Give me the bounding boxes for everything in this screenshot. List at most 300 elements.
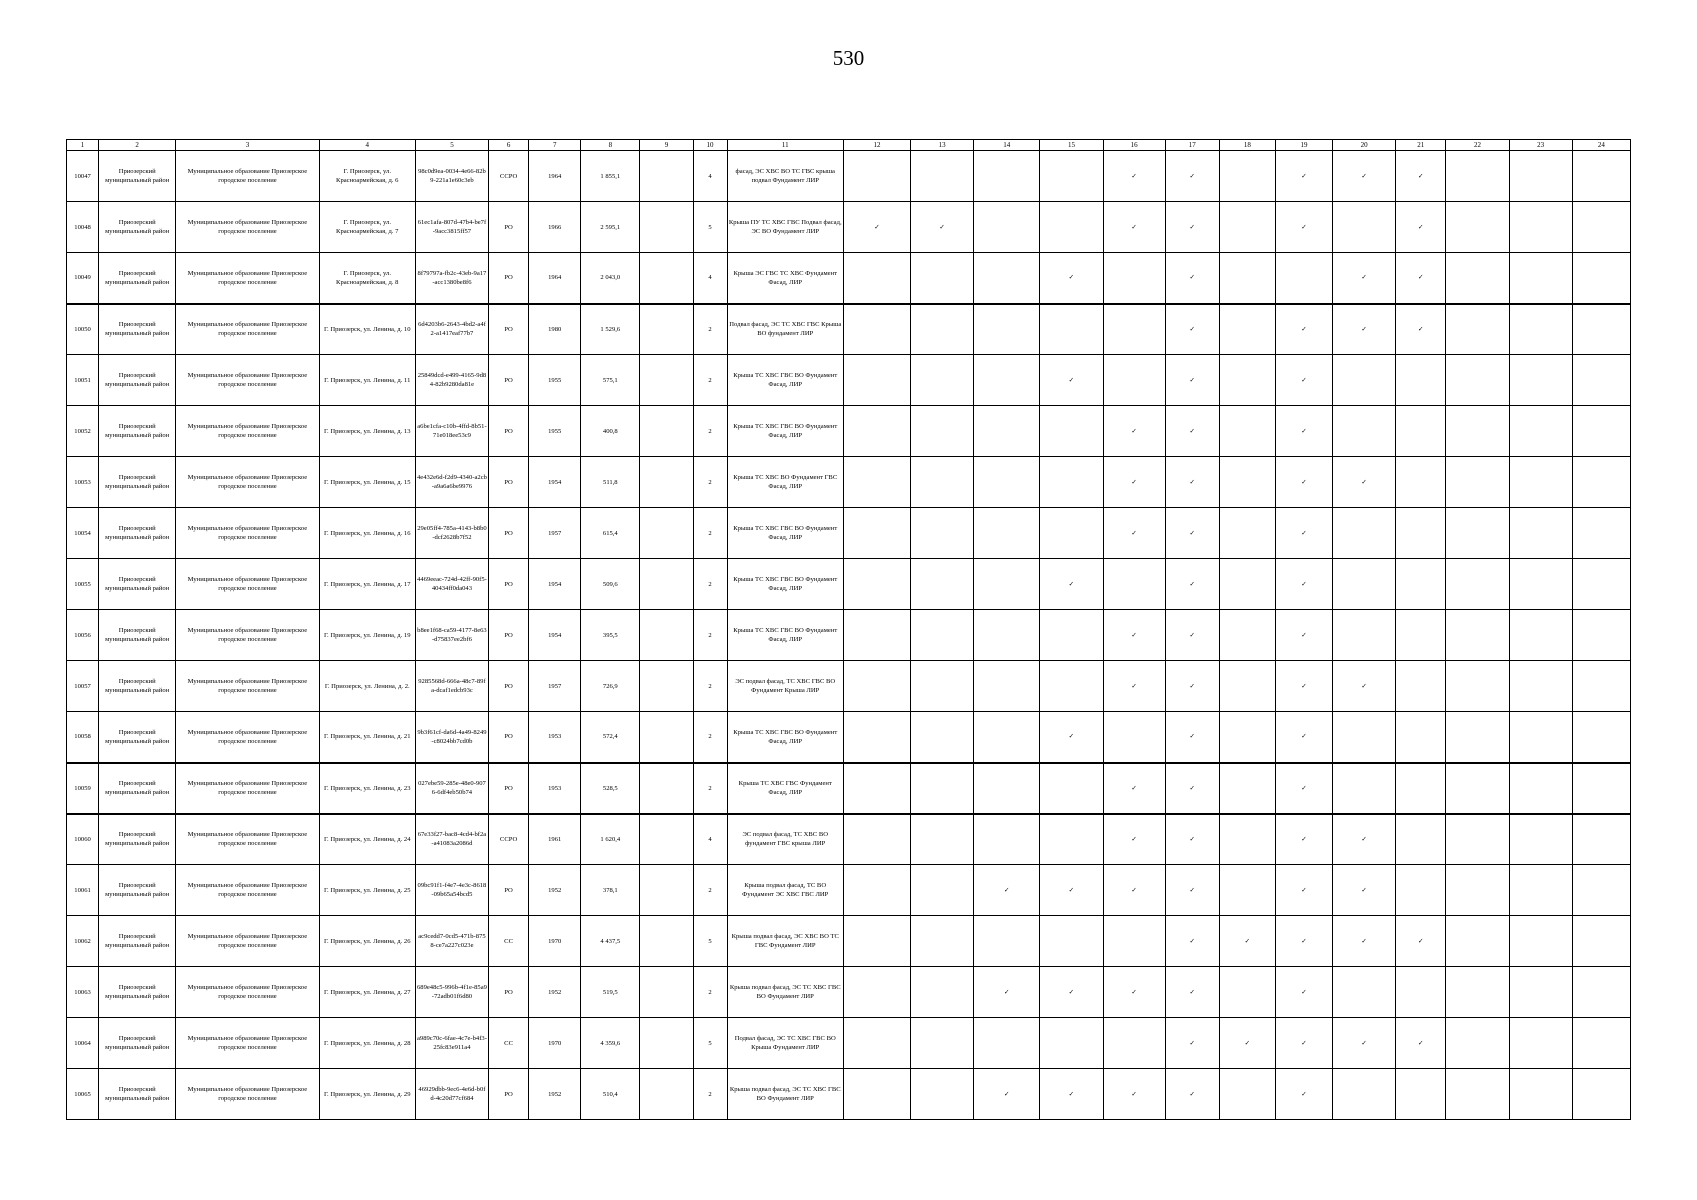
check-cell-17 bbox=[1165, 253, 1219, 304]
check-cell-18 bbox=[1219, 457, 1275, 508]
check-cell-21 bbox=[1396, 610, 1446, 661]
check-cell-21 bbox=[1396, 406, 1446, 457]
check-cell-13 bbox=[911, 1069, 974, 1120]
guid-cell: 67e33f27-bac8-4cd4-bf2a-a41083a2086d bbox=[415, 814, 488, 865]
check-cell-14 bbox=[974, 253, 1040, 304]
floors-cell: 5 bbox=[693, 1018, 727, 1069]
header-row bbox=[67, 140, 1631, 151]
check-cell-21 bbox=[1396, 304, 1446, 355]
checkmark-icon: ✓ bbox=[1301, 631, 1307, 639]
check-cell-13 bbox=[911, 406, 974, 457]
row-id: 10048 bbox=[67, 202, 99, 253]
check-cell-22 bbox=[1446, 1018, 1509, 1069]
check-cell-12 bbox=[843, 916, 910, 967]
check-cell-15 bbox=[1040, 457, 1103, 508]
area-cell: 1 855,1 bbox=[581, 151, 640, 202]
checkmark-icon: ✓ bbox=[1361, 682, 1367, 690]
check-cell-16 bbox=[1103, 712, 1165, 763]
check-cell-14 bbox=[974, 559, 1040, 610]
check-cell-21 bbox=[1396, 559, 1446, 610]
municipality-cell: Муниципальное образование Приозерское городское поселение bbox=[176, 406, 319, 457]
checkmark-icon: ✓ bbox=[1301, 682, 1307, 690]
check-cell-12 bbox=[843, 406, 910, 457]
checkmark-icon: ✓ bbox=[1361, 325, 1367, 333]
year-cell: 1952 bbox=[529, 1069, 581, 1120]
check-cell-22 bbox=[1446, 814, 1509, 865]
check-cell-23 bbox=[1509, 304, 1572, 355]
check-cell-16 bbox=[1103, 559, 1165, 610]
area-cell: 378,1 bbox=[581, 865, 640, 916]
column-header-18: 18 bbox=[1219, 140, 1275, 151]
check-cell-14 bbox=[974, 1018, 1040, 1069]
check-cell-23 bbox=[1509, 763, 1572, 814]
check-cell-23 bbox=[1509, 610, 1572, 661]
checkmark-icon: ✓ bbox=[1131, 427, 1137, 435]
checkmark-icon: ✓ bbox=[1189, 988, 1195, 996]
check-cell-14 bbox=[974, 967, 1040, 1018]
year-cell: 1954 bbox=[529, 559, 581, 610]
check-cell-24 bbox=[1572, 508, 1630, 559]
column-header-6: 6 bbox=[489, 140, 529, 151]
check-cell-16 bbox=[1103, 1018, 1165, 1069]
checkmark-icon: ✓ bbox=[1301, 1090, 1307, 1098]
check-cell-20 bbox=[1333, 304, 1396, 355]
check-cell-20 bbox=[1333, 559, 1396, 610]
check-cell-12 bbox=[843, 1018, 910, 1069]
table-row bbox=[67, 661, 1631, 712]
guid-cell: 09bc91f1-f4e7-4e3c-8618-09b65a54bcd5 bbox=[415, 865, 488, 916]
floors-cell: 2 bbox=[693, 967, 727, 1018]
municipality-cell: Муниципальное образование Приозерское городское поселение bbox=[176, 253, 319, 304]
checkmark-icon: ✓ bbox=[1301, 223, 1307, 231]
check-cell-21 bbox=[1396, 508, 1446, 559]
area-cell: 510,4 bbox=[581, 1069, 640, 1120]
check-cell-17 bbox=[1165, 763, 1219, 814]
row-id: 10049 bbox=[67, 253, 99, 304]
guid-cell: a6be1cfa-c10b-4ffd-8b51-71e018ee53c9 bbox=[415, 406, 488, 457]
check-cell-15 bbox=[1040, 967, 1103, 1018]
year-cell: 1955 bbox=[529, 355, 581, 406]
type-cell: РО bbox=[489, 1069, 529, 1120]
guid-cell: 29e05ff4-785a-4143-b8b0-dcf2628b7f52 bbox=[415, 508, 488, 559]
page-number: 530 bbox=[832, 46, 865, 70]
check-cell-18 bbox=[1219, 1069, 1275, 1120]
year-cell: 1954 bbox=[529, 610, 581, 661]
checkmark-icon: ✓ bbox=[1361, 835, 1367, 843]
col9-cell bbox=[640, 457, 693, 508]
check-cell-17 bbox=[1165, 151, 1219, 202]
checkmark-icon: ✓ bbox=[1189, 835, 1195, 843]
check-cell-19 bbox=[1275, 865, 1332, 916]
row-id: 10054 bbox=[67, 508, 99, 559]
checkmark-icon: ✓ bbox=[1301, 937, 1307, 945]
column-header-5: 5 bbox=[415, 140, 488, 151]
check-cell-24 bbox=[1572, 559, 1630, 610]
check-cell-17 bbox=[1165, 355, 1219, 406]
guid-cell: 8f79797a-fb2c-43eb-9a17-acc1380be8f6 bbox=[415, 253, 488, 304]
check-cell-16 bbox=[1103, 202, 1165, 253]
col9-cell bbox=[640, 916, 693, 967]
works-cell: Крыша ТС ХВС ГВС ВО Фундамент Фасад, ЛИР bbox=[727, 610, 843, 661]
address-cell: Г. Приозерск, ул. Ленина, д. 16 bbox=[319, 508, 415, 559]
check-cell-19 bbox=[1275, 610, 1332, 661]
check-cell-24 bbox=[1572, 406, 1630, 457]
table-row bbox=[67, 610, 1631, 661]
check-cell-14 bbox=[974, 202, 1040, 253]
checkmark-icon: ✓ bbox=[1361, 172, 1367, 180]
area-cell: 395,5 bbox=[581, 610, 640, 661]
floors-cell: 2 bbox=[693, 661, 727, 712]
check-cell-13 bbox=[911, 763, 974, 814]
check-cell-22 bbox=[1446, 967, 1509, 1018]
column-header-22: 22 bbox=[1446, 140, 1509, 151]
municipality-cell: Муниципальное образование Приозерское городское поселение bbox=[176, 355, 319, 406]
check-cell-17 bbox=[1165, 814, 1219, 865]
check-cell-23 bbox=[1509, 712, 1572, 763]
works-cell: Крыша подвал фасад, ЭС ХВС ВО ТС ГВС Фундамент ЛИР bbox=[727, 916, 843, 967]
check-cell-20 bbox=[1333, 406, 1396, 457]
check-cell-23 bbox=[1509, 355, 1572, 406]
col9-cell bbox=[640, 814, 693, 865]
check-cell-21 bbox=[1396, 355, 1446, 406]
floors-cell: 4 bbox=[693, 151, 727, 202]
municipality-cell: Муниципальное образование Приозерское городское поселение bbox=[176, 559, 319, 610]
year-cell: 1961 bbox=[529, 814, 581, 865]
works-cell: Крыша ТС ХВС ВО Фундамент ГВС Фасад, ЛИР bbox=[727, 457, 843, 508]
check-cell-18 bbox=[1219, 763, 1275, 814]
type-cell: ССРО bbox=[489, 814, 529, 865]
type-cell: СС bbox=[489, 916, 529, 967]
check-cell-17 bbox=[1165, 202, 1219, 253]
check-cell-19 bbox=[1275, 355, 1332, 406]
column-header-13: 13 bbox=[911, 140, 974, 151]
check-cell-12 bbox=[843, 763, 910, 814]
district-cell: Приозерский муниципальный район bbox=[99, 916, 176, 967]
municipality-cell: Муниципальное образование Приозерское городское поселение bbox=[176, 151, 319, 202]
checkmark-icon: ✓ bbox=[1361, 478, 1367, 486]
col9-cell bbox=[640, 967, 693, 1018]
check-cell-22 bbox=[1446, 253, 1509, 304]
check-cell-21 bbox=[1396, 202, 1446, 253]
check-cell-20 bbox=[1333, 763, 1396, 814]
col9-cell bbox=[640, 355, 693, 406]
table-row bbox=[67, 1018, 1631, 1069]
area-cell: 4 359,6 bbox=[581, 1018, 640, 1069]
checkmark-icon: ✓ bbox=[1244, 1039, 1251, 1047]
check-cell-23 bbox=[1509, 661, 1572, 712]
year-cell: 1954 bbox=[529, 457, 581, 508]
check-cell-24 bbox=[1572, 814, 1630, 865]
area-cell: 572,4 bbox=[581, 712, 640, 763]
area-cell: 726,9 bbox=[581, 661, 640, 712]
check-cell-12 bbox=[843, 151, 910, 202]
col9-cell bbox=[640, 202, 693, 253]
check-cell-17 bbox=[1165, 406, 1219, 457]
check-cell-15 bbox=[1040, 865, 1103, 916]
municipality-cell: Муниципальное образование Приозерское городское поселение bbox=[176, 610, 319, 661]
check-cell-14 bbox=[974, 1069, 1040, 1120]
checkmark-icon: ✓ bbox=[1189, 580, 1195, 588]
check-cell-14 bbox=[974, 865, 1040, 916]
check-cell-19 bbox=[1275, 1069, 1332, 1120]
check-cell-15 bbox=[1040, 406, 1103, 457]
check-cell-16 bbox=[1103, 610, 1165, 661]
check-cell-19 bbox=[1275, 967, 1332, 1018]
check-cell-23 bbox=[1509, 865, 1572, 916]
row-id: 10062 bbox=[67, 916, 99, 967]
check-cell-24 bbox=[1572, 253, 1630, 304]
type-cell: РО bbox=[489, 457, 529, 508]
checkmark-icon: ✓ bbox=[1301, 784, 1307, 792]
type-cell: РО bbox=[489, 253, 529, 304]
check-cell-15 bbox=[1040, 814, 1103, 865]
address-cell: Г. Приозерск, ул. Ленина, д. 27 bbox=[319, 967, 415, 1018]
district-cell: Приозерский муниципальный район bbox=[99, 763, 176, 814]
check-cell-24 bbox=[1572, 1018, 1630, 1069]
check-cell-18 bbox=[1219, 151, 1275, 202]
check-cell-13 bbox=[911, 610, 974, 661]
district-cell: Приозерский муниципальный район bbox=[99, 508, 176, 559]
year-cell: 1955 bbox=[529, 406, 581, 457]
checkmark-icon: ✓ bbox=[1068, 274, 1075, 282]
checkmark-icon: ✓ bbox=[1301, 733, 1307, 741]
check-cell-22 bbox=[1446, 406, 1509, 457]
check-cell-17 bbox=[1165, 1018, 1219, 1069]
check-cell-13 bbox=[911, 253, 974, 304]
checkmark-icon: ✓ bbox=[1189, 733, 1195, 741]
row-id: 10059 bbox=[67, 763, 99, 814]
works-cell: фасад, ЭС ХВС ВО ТС ГВС крыша подвал Фундамент ЛИР bbox=[727, 151, 843, 202]
district-cell: Приозерский муниципальный район bbox=[99, 151, 176, 202]
col9-cell bbox=[640, 559, 693, 610]
column-header-15: 15 bbox=[1040, 140, 1103, 151]
checkmark-icon: ✓ bbox=[1361, 274, 1367, 282]
check-cell-18 bbox=[1219, 202, 1275, 253]
area-cell: 1 529,6 bbox=[581, 304, 640, 355]
check-cell-13 bbox=[911, 202, 974, 253]
check-cell-14 bbox=[974, 916, 1040, 967]
checkmark-icon: ✓ bbox=[1301, 886, 1307, 894]
check-cell-20 bbox=[1333, 457, 1396, 508]
address-cell: Г. Приозерск, ул. Красноармейская, д. 7 bbox=[319, 202, 415, 253]
table-row bbox=[67, 253, 1631, 304]
check-cell-22 bbox=[1446, 355, 1509, 406]
column-header-1: 1 bbox=[67, 140, 99, 151]
col9-cell bbox=[640, 610, 693, 661]
municipality-cell: Муниципальное образование Приозерское городское поселение bbox=[176, 865, 319, 916]
guid-cell: 6d4203b6-2643-4bd2-a4f2-a1417eaf77b7 bbox=[415, 304, 488, 355]
check-cell-23 bbox=[1509, 508, 1572, 559]
check-cell-20 bbox=[1333, 967, 1396, 1018]
floors-cell: 2 bbox=[693, 304, 727, 355]
table-row bbox=[67, 967, 1631, 1018]
check-cell-15 bbox=[1040, 1069, 1103, 1120]
check-cell-21 bbox=[1396, 865, 1446, 916]
check-cell-16 bbox=[1103, 916, 1165, 967]
area-cell: 615,4 bbox=[581, 508, 640, 559]
year-cell: 1964 bbox=[529, 253, 581, 304]
check-cell-14 bbox=[974, 457, 1040, 508]
check-cell-20 bbox=[1333, 712, 1396, 763]
checkmark-icon: ✓ bbox=[1418, 223, 1424, 231]
check-cell-18 bbox=[1219, 967, 1275, 1018]
row-id: 10060 bbox=[67, 814, 99, 865]
checkmark-icon: ✓ bbox=[1301, 427, 1307, 435]
column-header-9: 9 bbox=[640, 140, 693, 151]
checkmark-icon: ✓ bbox=[1189, 682, 1195, 690]
check-cell-18 bbox=[1219, 712, 1275, 763]
column-header-12: 12 bbox=[843, 140, 910, 151]
table-row bbox=[67, 814, 1631, 865]
check-cell-12 bbox=[843, 559, 910, 610]
check-cell-15 bbox=[1040, 712, 1103, 763]
check-cell-23 bbox=[1509, 1069, 1572, 1120]
check-cell-17 bbox=[1165, 508, 1219, 559]
row-id: 10063 bbox=[67, 967, 99, 1018]
check-cell-22 bbox=[1446, 916, 1509, 967]
check-cell-15 bbox=[1040, 253, 1103, 304]
year-cell: 1953 bbox=[529, 763, 581, 814]
check-cell-20 bbox=[1333, 151, 1396, 202]
check-cell-24 bbox=[1572, 865, 1630, 916]
check-cell-22 bbox=[1446, 151, 1509, 202]
row-id: 10047 bbox=[67, 151, 99, 202]
check-cell-12 bbox=[843, 202, 910, 253]
check-cell-22 bbox=[1446, 763, 1509, 814]
check-cell-13 bbox=[911, 1018, 974, 1069]
col9-cell bbox=[640, 661, 693, 712]
works-cell: ЭС подвал фасад, ТС ХВС ГВС ВО Фундамент Крыша ЛИР bbox=[727, 661, 843, 712]
check-cell-19 bbox=[1275, 814, 1332, 865]
check-cell-19 bbox=[1275, 559, 1332, 610]
checkmark-icon: ✓ bbox=[1189, 784, 1195, 792]
works-cell: Крыша ТС ХВС ГВС ВО Фундамент Фасад, ЛИР bbox=[727, 559, 843, 610]
works-cell: Крыша ЭС ГВС ТС ХВС Фундамент Фасад, ЛИР bbox=[727, 253, 843, 304]
check-cell-13 bbox=[911, 457, 974, 508]
checkmark-icon: ✓ bbox=[1301, 835, 1307, 843]
check-cell-13 bbox=[911, 355, 974, 406]
check-cell-24 bbox=[1572, 355, 1630, 406]
check-cell-13 bbox=[911, 712, 974, 763]
check-cell-24 bbox=[1572, 202, 1630, 253]
check-cell-20 bbox=[1333, 253, 1396, 304]
check-cell-13 bbox=[911, 661, 974, 712]
guid-cell: 4e432e6d-f2d9-4340-a2cb-a9a6a6be9976 bbox=[415, 457, 488, 508]
check-cell-22 bbox=[1446, 661, 1509, 712]
area-cell: 4 437,5 bbox=[581, 916, 640, 967]
checkmark-icon: ✓ bbox=[1131, 988, 1137, 996]
guid-cell: 46929dbb-9ec6-4e6d-b0fd-4c20d77cf684 bbox=[415, 1069, 488, 1120]
check-cell-16 bbox=[1103, 304, 1165, 355]
checkmark-icon: ✓ bbox=[1131, 631, 1137, 639]
check-cell-23 bbox=[1509, 406, 1572, 457]
check-cell-21 bbox=[1396, 763, 1446, 814]
check-cell-14 bbox=[974, 814, 1040, 865]
check-cell-23 bbox=[1509, 814, 1572, 865]
checkmark-icon: ✓ bbox=[1189, 325, 1195, 333]
check-cell-17 bbox=[1165, 1069, 1219, 1120]
year-cell: 1966 bbox=[529, 202, 581, 253]
municipality-cell: Муниципальное образование Приозерское городское поселение bbox=[176, 508, 319, 559]
checkmark-icon: ✓ bbox=[1068, 1090, 1075, 1098]
table-row bbox=[67, 304, 1631, 355]
checkmark-icon: ✓ bbox=[1301, 478, 1307, 486]
year-cell: 1964 bbox=[529, 151, 581, 202]
check-cell-21 bbox=[1396, 253, 1446, 304]
checkmark-icon: ✓ bbox=[1189, 223, 1195, 231]
municipality-cell: Муниципальное образование Приозерское городское поселение bbox=[176, 304, 319, 355]
col9-cell bbox=[640, 763, 693, 814]
area-cell: 400,8 bbox=[581, 406, 640, 457]
checkmark-icon: ✓ bbox=[1361, 1039, 1367, 1047]
checkmark-icon: ✓ bbox=[1361, 937, 1367, 945]
works-cell: Подвал фасад, ЭС ТС ХВС ГВС ВО Крыша Фундамент ЛИР bbox=[727, 1018, 843, 1069]
row-id: 10052 bbox=[67, 406, 99, 457]
checkmark-icon: ✓ bbox=[1301, 325, 1307, 333]
guid-cell: b8ee1f68-ca59-4177-8e63-d75837ee2bf6 bbox=[415, 610, 488, 661]
column-header-4: 4 bbox=[319, 140, 415, 151]
check-cell-21 bbox=[1396, 661, 1446, 712]
type-cell: РО bbox=[489, 202, 529, 253]
check-cell-17 bbox=[1165, 865, 1219, 916]
works-cell: Подвал фасад, ЭС ТС ХВС ГВС Крыша ВО фундамент ЛИР bbox=[727, 304, 843, 355]
row-id: 10053 bbox=[67, 457, 99, 508]
check-cell-17 bbox=[1165, 457, 1219, 508]
check-cell-18 bbox=[1219, 661, 1275, 712]
check-cell-24 bbox=[1572, 967, 1630, 1018]
checkmark-icon: ✓ bbox=[1131, 784, 1137, 792]
col9-cell bbox=[640, 151, 693, 202]
type-cell: РО bbox=[489, 610, 529, 661]
works-cell: Крыша ТС ХВС ГВС Фундамент Фасад, ЛИР bbox=[727, 763, 843, 814]
floors-cell: 2 bbox=[693, 865, 727, 916]
check-cell-12 bbox=[843, 610, 910, 661]
municipality-cell: Муниципальное образование Приозерское городское поселение bbox=[176, 1069, 319, 1120]
check-cell-19 bbox=[1275, 508, 1332, 559]
check-cell-20 bbox=[1333, 865, 1396, 916]
checkmark-icon: ✓ bbox=[1189, 376, 1195, 384]
check-cell-12 bbox=[843, 712, 910, 763]
check-cell-12 bbox=[843, 457, 910, 508]
check-cell-18 bbox=[1219, 610, 1275, 661]
checkmark-icon: ✓ bbox=[1068, 580, 1075, 588]
check-cell-16 bbox=[1103, 1069, 1165, 1120]
guid-cell: ac9cedd7-0cd5-471b-8758-ce7a227c023e bbox=[415, 916, 488, 967]
check-cell-14 bbox=[974, 406, 1040, 457]
table-row bbox=[67, 916, 1631, 967]
check-cell-21 bbox=[1396, 457, 1446, 508]
check-cell-15 bbox=[1040, 508, 1103, 559]
checkmark-icon: ✓ bbox=[1189, 427, 1195, 435]
address-cell: Г. Приозерск, ул. Ленина, д. 10 bbox=[319, 304, 415, 355]
col9-cell bbox=[640, 1018, 693, 1069]
district-cell: Приозерский муниципальный район bbox=[99, 406, 176, 457]
check-cell-14 bbox=[974, 610, 1040, 661]
check-cell-22 bbox=[1446, 457, 1509, 508]
column-header-14: 14 bbox=[974, 140, 1040, 151]
address-cell: Г. Приозерск, ул. Ленина, д. 21 bbox=[319, 712, 415, 763]
check-cell-24 bbox=[1572, 610, 1630, 661]
checkmark-icon: ✓ bbox=[1189, 529, 1195, 537]
check-cell-24 bbox=[1572, 712, 1630, 763]
check-cell-24 bbox=[1572, 457, 1630, 508]
guid-cell: 9b3f61cf-da6d-4a49-8249-c8024bb7cd0b bbox=[415, 712, 488, 763]
type-cell: РО bbox=[489, 559, 529, 610]
column-header-24: 24 bbox=[1572, 140, 1630, 151]
municipality-cell: Муниципальное образование Приозерское городское поселение bbox=[176, 202, 319, 253]
checkmark-icon: ✓ bbox=[1189, 274, 1195, 282]
check-cell-18 bbox=[1219, 355, 1275, 406]
